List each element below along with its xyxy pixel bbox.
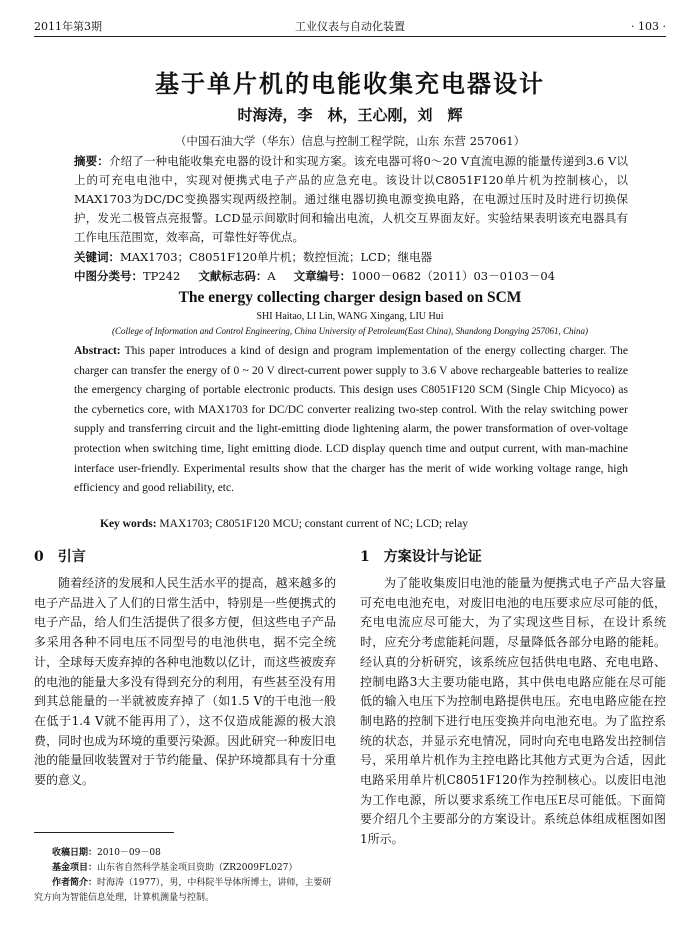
intro-paragraph: 随着经济的发展和人民生活水平的提高，越来越多的电子产品进入了人们的日常生活中，特别是一些便携式的电子产品，给人们生活提供了很多方便，但这些电子产品多采用各种不同电压不同型号的电池供电，据不完全统计，全球每天废弃掉的各种电池数以亿计，而这些被废弃的电池的能量大多没有得到充分的利用，有些甚至没有用到其总能量的一半就被废弃掉了（如1.5 V的干电池一般在低于1.4 V就不能再用了），这不仅造成能源的极大浪费，同时也成为环境的重要污染源。因此研究一种废旧电池的能量回收装置对于节约能量、保护环境都具有十分重要的意义。 <box>34 576 336 788</box>
affiliation-cn: （中国石油大学（华东）信息与控制工程学院，山东 东营 257061） <box>174 134 526 148</box>
doc-code-value: A <box>267 269 276 283</box>
doc-code-label: 文献标志码： <box>198 269 268 283</box>
affiliation-en: (College of Information and Control Engineering, China University of Petroleum(East China), Shandong Dongying 257061, China) <box>111 326 589 336</box>
author-bio-value: 时海涛（1977），男，中科院半导体所博士，讲师，主要研究方向为智能信息处理，计算机测量与控制。 <box>34 878 332 903</box>
keywords-cn <box>74 248 628 267</box>
page-number: · 103 · <box>631 20 666 33</box>
footnote-divider <box>34 832 174 833</box>
received-label: 收稿日期： <box>52 848 98 858</box>
abstract-cn-text: 介绍了一种电能收集充电器的设计和实现方案。该充电器可将0～20 V直流电源的能量传递到3.6 V以上的可充电电池中，实现对便携式电子产品的应急充电。该设计以C8051F120单片机为控制核心，以MAX1703为DC/DC变换器实现两级控制。通过继电器切换电源变换电路，在电源过压时及时进行切换保护，发光二极管点亮报警。LCD显示间歇时间和输出电流，人机交互界面友好。实验结果表明该充电器具有工作电压范围宽，效率高，可靠性好等优点。 <box>74 154 629 244</box>
paper-title-en: The energy collecting charger design based on SCM <box>178 289 522 306</box>
scheme-paragraph: 为了能收集废旧电池的能量为便携式电子产品大容量可充电电池充电，对废旧电池的电压要求应尽可能的低，充电电流应尽可能大，为了实现这些目标，在设计系统时，应充分考虑能耗问题，尽量降低各部分电路的能耗。经认真的分析研究，该系统应包括供电电路、充电电路、控制电路3大主要功能电路，其中供电电路应能在尽可能低的输入电压下为控制电路提供电压。充电电路应能在控制电路的控制下进行电压变换并向电池充电。为了监控系统的状态，并显示充电情况，同时向充电电路发出控制信号，采用单片机作为主控电路比其他方式更为合适，因此电路采用单片机C8051F120作为控制核心。以废旧电池为工作电源，所以要求系统工作电压E尽可能低。下面简要介绍几个主要部分的方案设计。系统总体组成框图如图1所示。 <box>360 576 666 847</box>
abstract-en-label: Abstract: <box>74 345 121 357</box>
abstract-en-text: This paper introduces a kind of design and program implementation of the energy collecting charger. The charger can transfer the energy of 0 ~ 20 V direct-current power supply to 3.6 V above rechargeable batteries to realize the emergency charging of portable electronic products. This design uses C8051F120 SCM (Single Chip Micyoco) as the cybernetics core, with MAX1703 for DC/DC converter realizing two-step control. With the relay switching power supply and transferring circuit and the light-emitting diode lightening alarm, the power transformation of over-voltage protection when switching time, light emitting diode. LCD display quench time and output current, with man-machine interface user-friendly. Experimental results show that the charger has the merit of wide working voltage range, high efficiency and good reliability, etc. <box>74 345 628 495</box>
keywords-cn-text: MAX1703；C8051F120单片机；数控恒流；LCD；继电器 <box>120 250 433 264</box>
footnote-author <box>34 876 334 906</box>
article-no-label: 文章编号： <box>293 269 352 283</box>
running-header <box>34 18 666 37</box>
footnote-received <box>34 846 334 861</box>
clc-value: TP242 <box>143 269 181 283</box>
journal-name: 工业仪表与自动化装置 <box>295 20 405 33</box>
received-value: 2010－09－08 <box>97 848 161 858</box>
fund-value: 山东省自然科学基金项目资助（ZR2009FL027） <box>97 863 298 873</box>
footnote-fund <box>34 861 334 876</box>
section-body-scheme <box>360 574 666 850</box>
classification-line <box>74 267 660 286</box>
clc-label: 中图分类号： <box>74 269 143 283</box>
fund-label: 基金项目： <box>52 863 98 873</box>
keywords-en <box>100 515 628 534</box>
keywords-en-label: Key words: <box>100 518 157 530</box>
keywords-en-text: MAX1703; C8051F120 MCU; constant current of NC; LCD; relay <box>159 518 468 530</box>
journal-issue: 2011年第3期 <box>34 20 102 33</box>
authors-cn: 时海涛，李 林，王心刚，刘 辉 <box>237 106 463 124</box>
abstract-cn <box>74 152 628 247</box>
section-body-introduction <box>34 574 336 791</box>
article-no-value: 1000－0682（2011）03－0103－04 <box>351 269 556 283</box>
authors-en: SHI Haitao, LI Lin, WANG Xingang, LIU Hui <box>256 311 444 322</box>
abstract-en <box>74 342 628 499</box>
paper-title-cn: 基于单片机的电能收集充电器设计 <box>155 69 545 98</box>
section-heading-introduction: 0 引言 <box>34 549 86 565</box>
author-bio-label: 作者简介： <box>52 878 98 888</box>
footnotes <box>34 846 334 906</box>
section-heading-scheme: 1 方案设计与论证 <box>360 549 482 565</box>
abstract-cn-label: 摘要： <box>74 154 109 168</box>
keywords-cn-label: 关键词： <box>74 250 120 264</box>
